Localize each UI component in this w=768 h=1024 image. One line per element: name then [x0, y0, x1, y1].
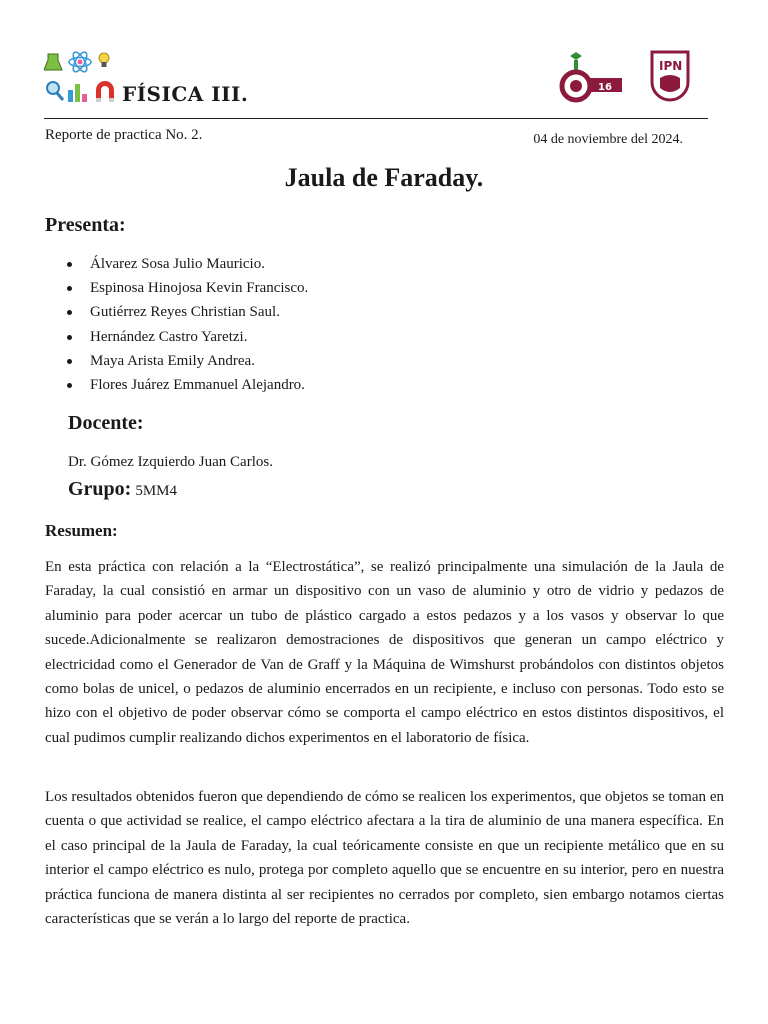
author-item: Flores Juárez Emmanuel Alejandro. — [66, 375, 308, 399]
presenta-heading: Presenta: — [45, 214, 126, 236]
report-date: 04 de noviembre del 2024. — [533, 132, 683, 147]
institution-logos — [552, 48, 702, 106]
author-item: Álvarez Sosa Julio Mauricio. — [66, 254, 308, 278]
page-header — [44, 48, 708, 120]
author-item: Gutiérrez Reyes Christian Saul. — [66, 302, 308, 326]
docente-name: Dr. Gómez Izquierdo Juan Carlos. — [68, 454, 273, 470]
ipn-crest-logo — [652, 52, 688, 100]
report-number: Reporte de practica No. 2. — [45, 127, 203, 143]
author-item: Espinosa Hinojosa Kevin Francisco. — [66, 278, 308, 302]
cecyt-number: 16 — [598, 82, 612, 93]
docente-heading: Docente: — [68, 412, 144, 434]
author-item: Hernández Castro Yaretzi. — [66, 327, 308, 351]
physics-icons-logo — [44, 48, 122, 106]
resumen-heading: Resumen: — [45, 521, 118, 540]
document-title: Jaula de Faraday. — [284, 163, 484, 192]
grupo-value: 5MM4 — [135, 483, 178, 499]
author-item: Maya Arista Emily Andrea. — [66, 351, 308, 375]
header-divider — [44, 118, 708, 119]
resumen-paragraph-1: En esta práctica con relación a la “Electrostática”, se realizó principalmente una simulación de la Jaula de Faraday, la cual consistió en armar un dispositivo con un vaso de aluminio y otro de vidrio y pedazos de aluminio para poder acercar un tubo de plástico cargado a estos pedazos y a los vasos y observar lo que sucede.Adicionalmente se realizaron demostraciones de dispositivos que generan un campo eléctrico y electricidad como el Generador de Van de Graff y la Máquina de Wimshurst probándolos con distintos objetos como bolas de unicel, o pedazos de aluminio encerrados en un recipiente, e incluso con personas. Todo esto se hizo con el objetivo de poder observar cómo se comporta el campo eléctrico en estos distintos dispositivos, el cual pudimos cumplir realizando dichos experimentos en el laboratorio de física. — [45, 559, 724, 746]
grupo-line — [68, 478, 177, 501]
resumen-paragraph-2: Los resultados obtenidos fueron que dependiendo de cómo se realicen los experimentos, que objetos se toman en cuenta o que actividad se realice, el campo eléctrico afectara a la tira de aluminio de una manera específica. En el caso principal de la Jaula de Faraday, la cual teóricamente consiste en que un recipiente metálico que en su interior el campo eléctrico es nulo, protega por completo aquello que se encuentre en su interior, pero en nuestra práctica funciona de manera distinta al ser recipientes no cerrados por completo, sien embargo notamos ciertas características que se verán a lo largo del reporte de practica. — [45, 789, 724, 928]
course-title: FÍSICA III. — [122, 82, 249, 106]
cecyt-logo — [562, 52, 622, 100]
ipn-text: IPN — [659, 59, 683, 73]
authors-list — [66, 254, 308, 399]
grupo-label: Grupo: — [68, 478, 132, 500]
